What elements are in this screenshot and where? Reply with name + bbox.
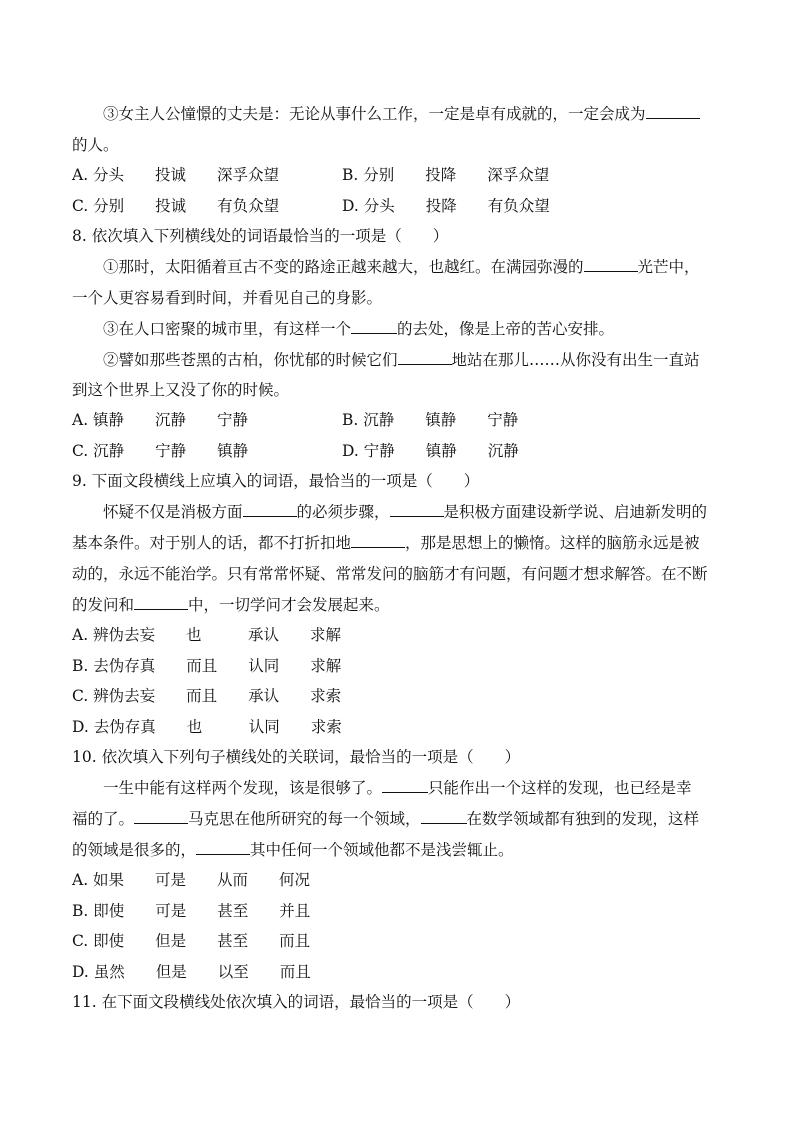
q9-text: 的发问和 — [72, 596, 135, 614]
answer-blank — [351, 547, 405, 548]
q8-option-d: D. 宁静 镇静 沉静 — [342, 442, 519, 460]
answer-blank — [134, 609, 188, 610]
q7-option-d: D. 分头 投降 有负众望 — [342, 197, 550, 215]
q10-text: 在数学领域都有独到的发现，这样 — [466, 810, 700, 828]
q9-option-b: B. 去伪存真 而且 认同 求解 — [72, 657, 342, 675]
q8-text: ②譬如那些苍黑的古柏，你忧郁的时候它们 — [103, 351, 398, 369]
q10-text: 马克思在他所研究的每一个领域， — [188, 810, 421, 828]
q10-option-a: A. 如果 可是 从而 何况 — [72, 871, 311, 889]
q10-passage-line-2 — [72, 812, 699, 828]
q7-text: ③女主人公憧憬的丈夫是：无论从事什么工作，一定是卓有成就的，一定会成为 — [103, 105, 646, 123]
q8-option-b: B. 沉静 镇静 宁静 — [342, 411, 519, 429]
q9-passage-line-2 — [72, 536, 700, 552]
q11-stem: 11. 在下面文段横线处依次填入的词语，最恰当的一项是（ ） — [72, 993, 521, 1011]
q9-option-d: D. 去伪存真 也 认同 求索 — [72, 718, 342, 736]
q7-option-b: B. 分别 投降 深孚众望 — [342, 166, 550, 184]
q8-text: 地站在那儿……从你没有出生一直站 — [451, 351, 700, 369]
answer-blank — [584, 271, 638, 272]
q9-text: ，那是思想上的懒惰。这样的脑筋永远是被 — [405, 534, 700, 552]
answer-blank — [196, 854, 250, 855]
q8-text: 光芒中， — [637, 258, 700, 276]
q10-text: 的领域是很多的， — [72, 841, 197, 859]
q8-passage-1-cont: 一个人更容易看到时间，并看见自己的身影。 — [72, 289, 383, 307]
q8-text: ①那时，太阳循着亘古不变的路途正越来越大，也越红。在满园弥漫的 — [103, 258, 584, 276]
q8-text: ③在人口密聚的城市里，有这样一个 — [103, 320, 352, 338]
q9-option-c: C. 辨伪去妄 而且 承认 求索 — [72, 687, 342, 705]
q7-option-c: C. 分别 投诚 有负众望 — [72, 197, 280, 215]
q7-passage-3-end: 的人。 — [72, 136, 119, 154]
q9-passage-line-4 — [72, 598, 390, 614]
q10-passage-line-3 — [72, 843, 514, 859]
answer-blank — [398, 364, 452, 365]
q10-stem: 10. 依次填入下列句子横线处的关联词，最恰当的一项是（ ） — [72, 748, 521, 766]
answer-blank — [421, 823, 467, 824]
q8-passage-2-cont: 到这个世界上又没了你的时候。 — [72, 381, 290, 399]
q9-text: 中，一切学问才会发展起来。 — [188, 596, 390, 614]
q10-text: 只能作出一个这样的发现，也已经是幸 — [428, 779, 692, 797]
q9-text: 的必须步骤， — [296, 503, 390, 521]
answer-blank — [351, 333, 397, 334]
q10-passage-line-1 — [103, 781, 692, 797]
q7-passage-3 — [103, 107, 700, 123]
q10-option-b: B. 即使 可是 甚至 并且 — [72, 902, 311, 920]
answer-blank — [134, 823, 188, 824]
q9-passage-line-1 — [103, 505, 707, 521]
q8-text: 的去处，像是上帝的苦心安排。 — [397, 320, 615, 338]
answer-blank — [382, 792, 428, 793]
q9-text: 基本条件。对于别人的话，都不打折扣地 — [72, 534, 352, 552]
q8-passage-1 — [103, 260, 700, 276]
q10-option-d: D. 虽然 但是 以至 而且 — [72, 963, 311, 981]
q9-text: 怀疑不仅是消极方面 — [103, 503, 243, 521]
q8-passage-2 — [103, 353, 700, 369]
q9-option-a: A. 辨伪去妄 也 承认 求解 — [72, 626, 342, 644]
answer-blank — [646, 118, 700, 119]
q10-text: 福的了。 — [72, 810, 135, 828]
q8-stem: 8. 依次填入下列横线处的词语最恰当的一项是（ ） — [72, 227, 449, 245]
q7-option-a: A. 分头 投诚 深孚众望 — [72, 166, 280, 184]
q9-passage-line-3: 动的，永远不能治学。只有常常怀疑、常常发问的脑筋才有问题，有问题才想求解答。在不断 — [72, 565, 708, 583]
q9-text: 是积极方面建设新学说、启迪新发明的 — [443, 503, 708, 521]
q8-passage-3 — [103, 322, 614, 338]
q10-text: 其中任何一个领域他都不是浅尝辄止。 — [250, 841, 514, 859]
q8-option-a: A. 镇静 沉静 宁静 — [72, 411, 249, 429]
answer-blank — [390, 516, 444, 517]
q9-stem: 9. 下面文段横线上应填入的词语，最恰当的一项是（ ） — [72, 472, 480, 490]
answer-blank — [243, 516, 297, 517]
q10-text: 一生中能有这样两个发现，该是很够了。 — [103, 779, 383, 797]
q10-option-c: C. 即使 但是 甚至 而且 — [72, 932, 311, 950]
q8-option-c: C. 沉静 宁静 镇静 — [72, 442, 249, 460]
